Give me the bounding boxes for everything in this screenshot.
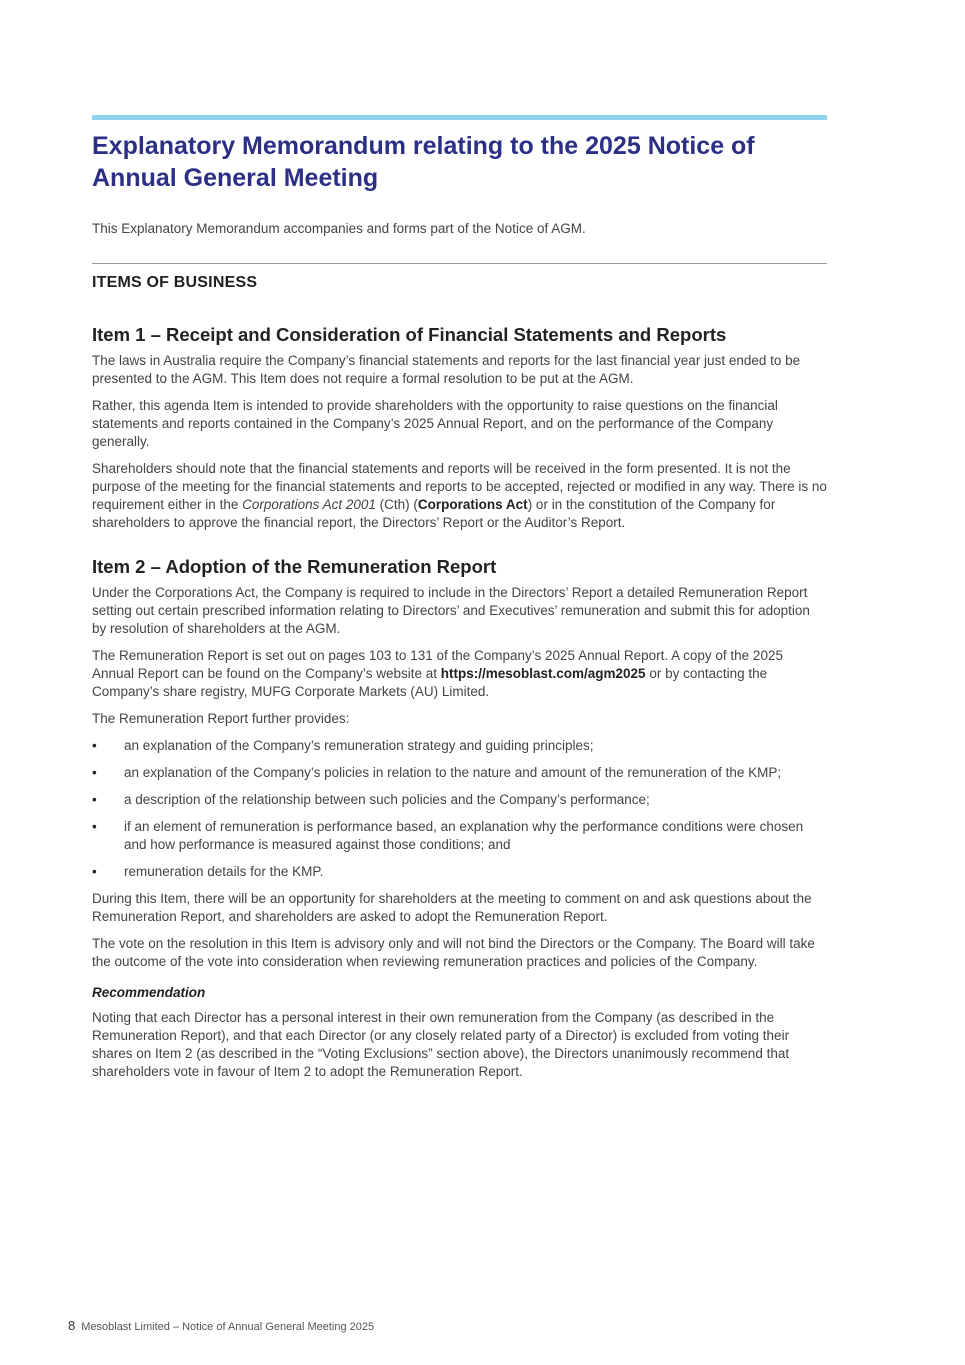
item2-paragraph-5: The vote on the resolution in this Item is advisory only and will not bind the Directors or the Company. The Board will take the outcome of the vote into consideration when reviewing remuneration practices and policies of the Company. xyxy=(92,936,815,969)
agm-website-link[interactable]: https://mesoblast.com/agm2025 xyxy=(440,666,646,681)
item1-heading: Item 1 – Receipt and Consideration of Financial Statements and Reports xyxy=(92,324,727,345)
item1-paragraph-2: Rather, this agenda Item is intended to provide shareholders with the opportunity to raise questions on the financial statements and reports contained in the Company’s 2025 Annual Report, and on the performance of the Company generally. xyxy=(92,398,778,449)
divider xyxy=(92,263,827,264)
list-item xyxy=(92,863,827,881)
intro-text: This Explanatory Memorandum accompanies and forms part of the Notice of AGM. xyxy=(92,221,586,236)
bullet-icon: • xyxy=(92,819,97,834)
recommendation-text: Noting that each Director has a personal interest in their own remuneration from the Company (as described in the Remuneration Report), and that each Director (or any closely related party of a Director) is excluded from voting their shares on Item 2 (as described in the “Voting Exclusions” section above), the Directors unanimously recommend that shareholders vote in favour of Item 2 to adopt the Remuneration Report. xyxy=(92,1010,790,1079)
footer-text: Mesoblast Limited – Notice of Annual General Meeting 2025 xyxy=(81,1321,375,1333)
bullet-icon: • xyxy=(92,738,97,753)
item1-p3-part-b: (Cth) ( xyxy=(375,497,418,512)
bullet-icon: • xyxy=(92,864,97,879)
bullet-icon: • xyxy=(92,792,97,807)
page-number: 8 xyxy=(68,1318,76,1333)
list-item-text: remuneration details for the KMP. xyxy=(124,864,324,879)
list-item-text: an explanation of the Company’s remuneration strategy and guiding principles; xyxy=(124,738,594,753)
list-item-text: an explanation of the Company’s policies in relation to the nature and amount of the remuneration of the KMP; xyxy=(124,765,782,780)
accent-rule xyxy=(92,115,827,120)
item1-p3-part-c: ) or in the constitution of the Company for shareholders to approve the financial report, the Directors’ Report or the Auditor’s Report. xyxy=(92,497,776,530)
item2-paragraph-2 xyxy=(92,647,827,701)
item2-heading: Item 2 – Adoption of the Remuneration Report xyxy=(92,556,497,577)
recommendation-heading: Recommendation xyxy=(92,985,206,1000)
item2-p2-part-a: The Remuneration Report is set out on pages 103 to 131 of the Company’s 2025 Annual Report. A copy of the 2025 Annual Report can be found on the Company’s website at xyxy=(92,648,783,681)
item2-p2-part-b: or by contacting the Company’s share registry, MUFG Corporate Markets (AU) Limited. xyxy=(92,666,768,699)
page-content xyxy=(92,115,827,1081)
section-label: ITEMS OF BUSINESS xyxy=(92,274,258,291)
item2-paragraph-1: Under the Corporations Act, the Company is required to include in the Directors’ Report a detailed Remuneration Report setting out certain prescribed information relating to Directors’ and Executives’ remuneration and submit this for adoption by resolution of shareholders at the AGM. xyxy=(92,585,810,636)
list-item-text: a description of the relationship between such policies and the Company’s performance; xyxy=(124,792,650,807)
list-item xyxy=(92,764,827,782)
list-item-text: if an element of remuneration is performance based, an explanation why the performance conditions were chosen and how performance is measured against those conditions; and xyxy=(124,819,804,852)
item2-paragraph-3: The Remuneration Report further provides: xyxy=(92,711,350,726)
item1-paragraph-1: The laws in Australia require the Company’s financial statements and reports for the last financial year just ended to be presented to the AGM. This Item does not require a formal resolution to be put at the AGM. xyxy=(92,353,801,386)
remuneration-bullet-list xyxy=(92,737,827,881)
bullet-icon: • xyxy=(92,765,97,780)
list-item xyxy=(92,791,827,809)
page-title: Explanatory Memorandum relating to the 2025 Notice of Annual General Meeting xyxy=(92,132,755,192)
item1-paragraph-3 xyxy=(92,460,827,532)
item2-paragraph-4: During this Item, there will be an opportunity for shareholders at the meeting to comment on and ask questions about the Remuneration Report, and shareholders are asked to adopt the Remuneration Report. xyxy=(92,891,812,924)
list-item xyxy=(92,818,827,854)
item1-p3-act-name: Corporations Act 2001 xyxy=(242,497,376,512)
item1-p3-defined-term: Corporations Act xyxy=(417,497,528,512)
list-item xyxy=(92,737,827,755)
item1-p3-part-a: Shareholders should note that the financial statements and reports will be received in the form presented. It is not the purpose of the meeting for the financial statements and reports to be accepted, rejected or modified in any way. There is no requirement either in the xyxy=(92,461,827,512)
page-footer xyxy=(68,1318,374,1333)
